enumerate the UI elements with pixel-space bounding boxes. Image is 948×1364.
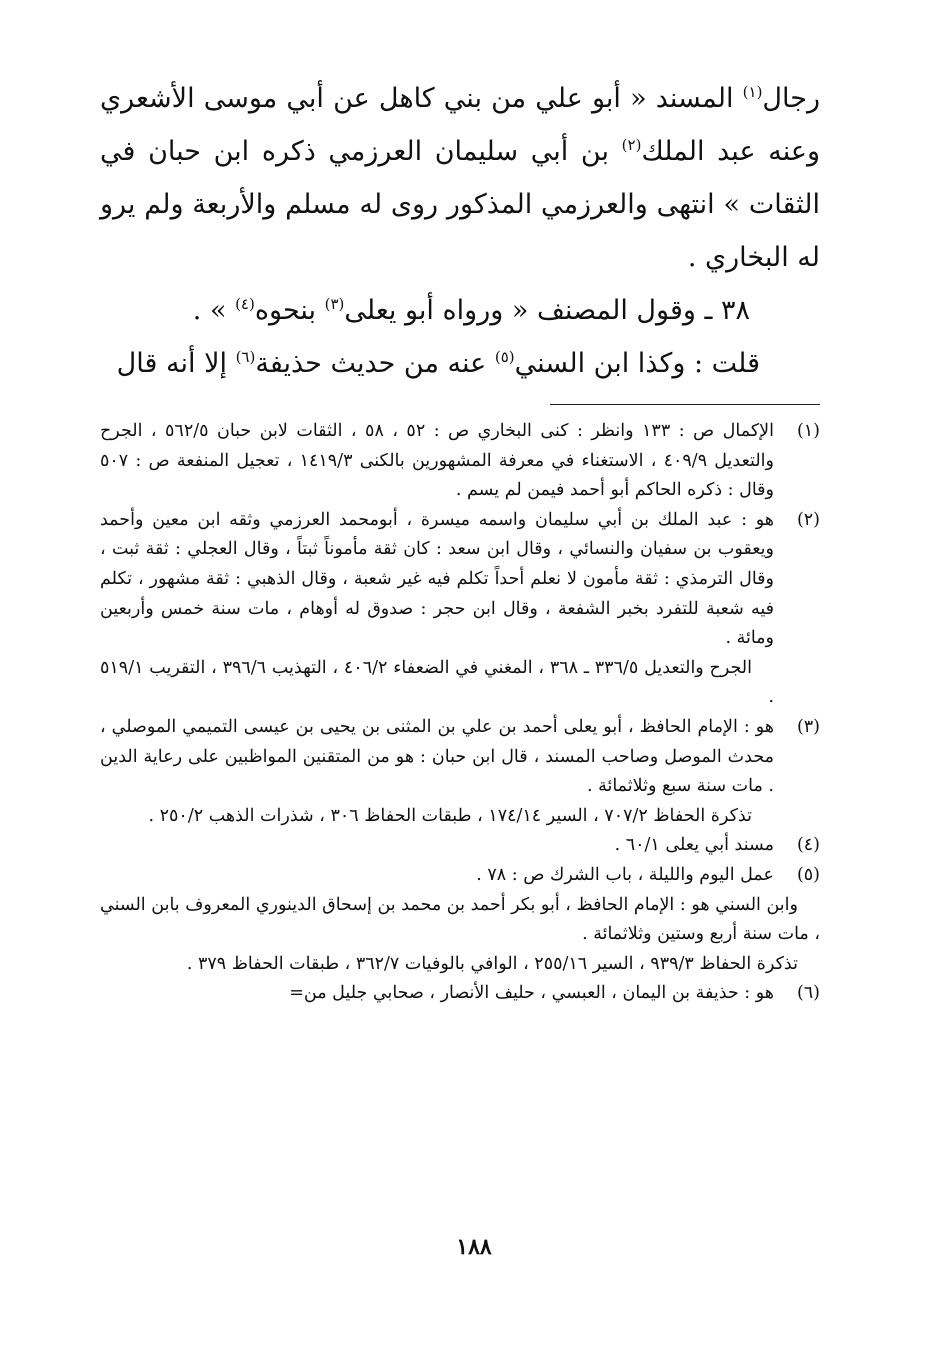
text-span: بنحوه [254, 295, 325, 326]
footnote-2 [100, 506, 820, 713]
footnote-number: (٤) [796, 835, 820, 856]
footnote-line: وابن السني هو : الإمام الحافظ ، أبو بكر أحمد بن محمد بن إسحاق الدينوري المعروف بابن السني ، مات سنة أربع وستين وثلاثمائة . [100, 894, 820, 945]
footnote-sources: تذكرة الحفاظ ٧٠٧/٢ ، السير ١٧٤/١٤ ، طبقات الحفاظ ٣٠٦ ، شذرات الذهب ٢٥٠/٢ . [148, 805, 752, 826]
footnote-line: هو : الإمام الحافظ ، أبو يعلى أحمد بن علي بن المثنى بن يحيى بن عيسى التميمي الموصلي ، محدث الموصل وصاحب المسند ، قال ابن حبان : هو من المتقنين المواظبين على رعاية الدين . مات سنة سبع وثلاثمائة . [100, 716, 774, 797]
paragraph-qult [100, 337, 820, 390]
footnote-1 [100, 417, 820, 506]
text-span: قلت : وكذا ابن السني [514, 348, 760, 379]
paragraph-1 [100, 72, 820, 284]
text-span: رجال [762, 83, 820, 114]
text-span: إلا أنه قال [116, 348, 236, 379]
footnote-4 [100, 831, 820, 861]
footnote-body [100, 417, 774, 506]
footnote-ref-3[interactable]: (٣) [324, 295, 345, 313]
footnote-body [88, 979, 774, 1009]
footnote-sources: تذكرة الحفاظ ٩٣٩/٣ ، السير ٢٥٥/١٦ ، الوافي بالوفيات ٣٦٢/٧ ، طبقات الحفاظ ٣٧٩ . [186, 953, 798, 974]
footnote-5-continued [100, 891, 820, 980]
footnote-line: مسند أبي يعلى ٦٠/١ . [614, 835, 774, 856]
footnote-5 [100, 861, 820, 891]
footnote-number: (٣) [796, 716, 820, 737]
item-38 [100, 284, 820, 337]
footnote-sources: الجرح والتعديل ٣٣٦/٥ ـ ٣٦٨ ، المغني في الضعفاء ٤٠٦/٢ ، التهذيب ٣٩٦/٦ ، التقريب ٥١٩/١ . [100, 657, 774, 708]
footnote-line: عمل اليوم والليلة ، باب الشرك ص : ٧٨ . [476, 864, 774, 885]
footnote-ref-1[interactable]: (١) [742, 83, 763, 101]
text-span: بن أبي سليمان العرزمي ذكره ابن حبان في الثقات » انتهى والعرزمي المذكور روى له مسلم والأربعة ولم يرو له البخاري . [100, 136, 820, 273]
footnote-number: (٦) [796, 983, 820, 1004]
footnote-body [100, 891, 820, 980]
footnote-line: هو : عبد الملك بن أبي سليمان واسمه ميسرة ، أبومحمد العرزمي وثقه ابن معين وأحمد ويعقوب بن سفيان والنسائي ، وقال ابن سعد : كان ثقة مأموناً ثبتاً ، وقال العجلي : ثقة ثبت ، وقال الترمذي : ثقة مأمون لا نعلم أحداً تكلم فيه غير شعبة ، وقال الذهبي : ثقة مشهور ، تكلم فيه شعبة للتفرد بخبر الشفعة ، وقال ابن حجر : صدوق له أوهام ، مات سنة خمس وأربعين ومائة . [100, 509, 774, 649]
footnote-line: الإكمال ص : ١٣٣ وانظر : كنى البخاري ص : ٥٢ ، ٥٨ ، الثقات لابن حبان ٥٦٢/٥ ، الجرح والتعديل ٤٠٩/٩ ، الاستغناء في معرفة المشهورين بالكنى ١٤١٩/٣ ، تعجيل المنفعة ص : ٥٠٧ وقال : ذكره الحاكم أبو أحمد فيمن لم يسم . [100, 421, 774, 501]
footnote-number: (٥) [796, 864, 820, 885]
footnote-body [100, 506, 774, 713]
footnote-body [100, 713, 774, 831]
footnote-separator [550, 404, 820, 405]
footnote-ref-4[interactable]: (٤) [235, 295, 255, 313]
footnote-ref-2[interactable]: (٢) [621, 136, 642, 154]
footnote-body [100, 831, 774, 861]
footnote-number: (١) [796, 421, 820, 441]
page-content [100, 72, 820, 1009]
text-span: المسند « أبو علي من بني كاهل عن أبي موسى الأشعري وعنه عبد الملك [100, 83, 820, 167]
footnote-ref-5[interactable]: (٥) [494, 348, 515, 366]
text-span: ٣٨ ـ وقول المصنف « ورواه أبو يعلى [344, 295, 750, 326]
footnote-number: (٢) [796, 509, 820, 530]
main-text [100, 72, 820, 390]
footnote-line: هو : حذيفة بن اليمان ، العبسي ، حليف الأنصار ، صحابي جليل من= [289, 983, 774, 1004]
footnote-3 [100, 713, 820, 831]
footnote-6 [88, 979, 820, 1009]
text-span: عنه من حديث حذيفة [255, 348, 495, 379]
footnote-ref-6[interactable]: (٦) [235, 348, 256, 366]
footnotes [100, 417, 820, 1009]
page-number: ١٨٨ [456, 1234, 492, 1260]
text-span: » . [192, 295, 236, 326]
footnote-body [100, 861, 774, 891]
